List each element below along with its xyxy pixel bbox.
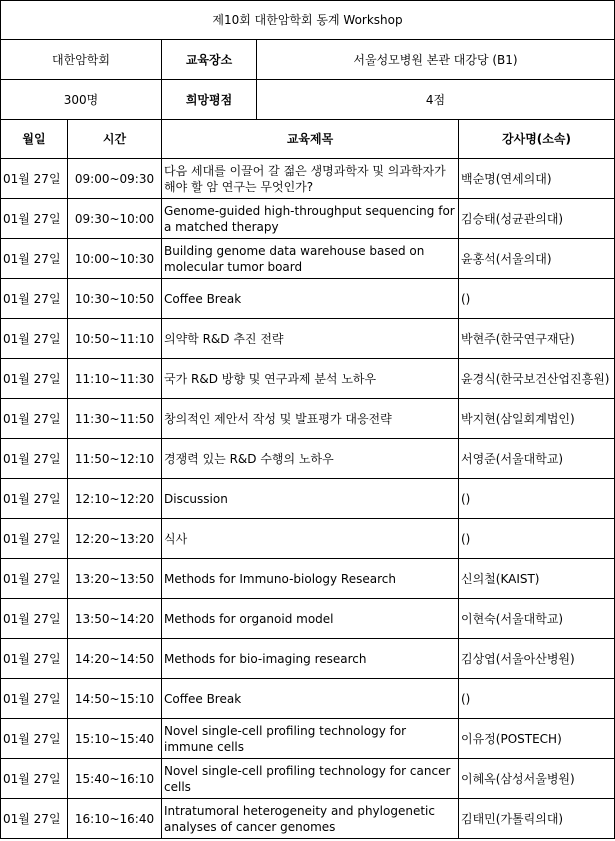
date-cell: 01월 27일 [1, 559, 68, 599]
date-cell: 01월 27일 [1, 479, 68, 519]
lecturer-header: 강사명(소속) [459, 120, 615, 159]
table-row [1, 759, 615, 799]
time-cell: 10:00~10:30 [68, 239, 162, 279]
subject-cell: Methods for bio-imaging research [162, 639, 459, 679]
subject-cell: 식사 [162, 519, 459, 559]
lecturer-cell: 윤경식(한국보건산업진흥원) [459, 359, 615, 399]
lecturer-cell: 서영준(서울대학교) [459, 439, 615, 479]
date-cell: 01월 27일 [1, 399, 68, 439]
lecturer-cell: 신의철(KAIST) [459, 559, 615, 599]
table-row [1, 359, 615, 399]
table-row [1, 399, 615, 439]
table-row [1, 599, 615, 639]
date-cell: 01월 27일 [1, 319, 68, 359]
lecturer-cell: 김상엽(서울아산병원) [459, 639, 615, 679]
date-cell: 01월 27일 [1, 359, 68, 399]
lecturer-cell: 김태민(가톨릭의대) [459, 799, 615, 839]
date-cell: 01월 27일 [1, 639, 68, 679]
lecturer-cell: 이혜옥(삼성서울병원) [459, 759, 615, 799]
lecturer-cell: 백순명(연세의대) [459, 159, 615, 199]
time-cell: 11:30~11:50 [68, 399, 162, 439]
schedule-body [1, 1, 615, 839]
lecturer-cell: 박지현(삼일회계법인) [459, 399, 615, 439]
table-row [1, 159, 615, 199]
table-row [1, 679, 615, 719]
time-cell: 14:20~14:50 [68, 639, 162, 679]
time-cell: 10:30~10:50 [68, 279, 162, 319]
time-cell: 09:30~10:00 [68, 199, 162, 239]
time-cell: 15:40~16:10 [68, 759, 162, 799]
time-cell: 12:10~12:20 [68, 479, 162, 519]
time-header: 시간 [68, 120, 162, 159]
subject-cell: Intratumoral heterogeneity and phylogenetic analyses of cancer genomes [162, 799, 459, 839]
table-row [1, 479, 615, 519]
table-row [1, 279, 615, 319]
organizer-value: 대한암학회 [1, 40, 162, 80]
date-cell: 01월 27일 [1, 519, 68, 559]
subject-header: 교육제목 [162, 120, 459, 159]
time-cell: 12:20~13:20 [68, 519, 162, 559]
date-cell: 01월 27일 [1, 679, 68, 719]
workshop-title: 제10회 대한암학회 동계 Workshop [1, 1, 615, 40]
lecturer-cell: () [459, 279, 615, 319]
date-cell: 01월 27일 [1, 439, 68, 479]
table-row [1, 519, 615, 559]
subject-cell: Genome-guided high-throughput sequencing for a matched therapy [162, 199, 459, 239]
lecturer-cell: 박현주(한국연구재단) [459, 319, 615, 359]
table-row [1, 559, 615, 599]
table-row [1, 439, 615, 479]
subject-cell: 창의적인 제안서 작성 및 발표평가 대응전략 [162, 399, 459, 439]
subject-cell: Novel single-cell profiling technology for cancer cells [162, 759, 459, 799]
time-cell: 14:50~15:10 [68, 679, 162, 719]
venue-label: 교육장소 [162, 40, 257, 80]
time-cell: 13:20~13:50 [68, 559, 162, 599]
time-cell: 15:10~15:40 [68, 719, 162, 759]
lecturer-cell: () [459, 679, 615, 719]
lecturer-cell: 이유정(POSTECH) [459, 719, 615, 759]
date-cell: 01월 27일 [1, 199, 68, 239]
date-cell: 01월 27일 [1, 239, 68, 279]
date-header: 월일 [1, 120, 68, 159]
time-cell: 10:50~11:10 [68, 319, 162, 359]
rating-label: 희망평점 [162, 80, 257, 120]
lecturer-cell: () [459, 519, 615, 559]
table-row [1, 239, 615, 279]
time-cell: 16:10~16:40 [68, 799, 162, 839]
time-cell: 09:00~09:30 [68, 159, 162, 199]
date-cell: 01월 27일 [1, 279, 68, 319]
lecturer-cell: 이현숙(서울대학교) [459, 599, 615, 639]
table-row [1, 799, 615, 839]
table-row [1, 719, 615, 759]
subject-cell: 경쟁력 있는 R&D 수행의 노하우 [162, 439, 459, 479]
rating-value: 4점 [257, 80, 615, 120]
lecturer-cell: 김승태(성균관의대) [459, 199, 615, 239]
date-cell: 01월 27일 [1, 159, 68, 199]
subject-cell: Coffee Break [162, 279, 459, 319]
column-header-row [1, 120, 615, 159]
subject-cell: Discussion [162, 479, 459, 519]
venue-row [1, 40, 615, 80]
subject-cell: 의약학 R&D 추진 전략 [162, 319, 459, 359]
subject-cell: 다음 세대를 이끌어 갈 젊은 생명과학자 및 의과학자가 해야 할 암 연구는 무엇인가? [162, 159, 459, 199]
time-cell: 13:50~14:20 [68, 599, 162, 639]
lecturer-cell: 윤홍석(서울의대) [459, 239, 615, 279]
subject-cell: Methods for organoid model [162, 599, 459, 639]
date-cell: 01월 27일 [1, 759, 68, 799]
subject-cell: Coffee Break [162, 679, 459, 719]
venue-value: 서울성모병원 본관 대강당 (B1) [257, 40, 615, 80]
table-row [1, 199, 615, 239]
subject-cell: Methods for Immuno-biology Research [162, 559, 459, 599]
time-cell: 11:50~12:10 [68, 439, 162, 479]
date-cell: 01월 27일 [1, 719, 68, 759]
date-cell: 01월 27일 [1, 799, 68, 839]
table-row [1, 639, 615, 679]
rating-row [1, 80, 615, 120]
lecturer-cell: () [459, 479, 615, 519]
attendee-count: 300명 [1, 80, 162, 120]
date-cell: 01월 27일 [1, 599, 68, 639]
subject-cell: Building genome data warehouse based on molecular tumor board [162, 239, 459, 279]
time-cell: 11:10~11:30 [68, 359, 162, 399]
table-row [1, 319, 615, 359]
subject-cell: 국가 R&D 방향 및 연구과제 분석 노하우 [162, 359, 459, 399]
subject-cell: Novel single-cell profiling technology for immune cells [162, 719, 459, 759]
title-row [1, 1, 615, 40]
